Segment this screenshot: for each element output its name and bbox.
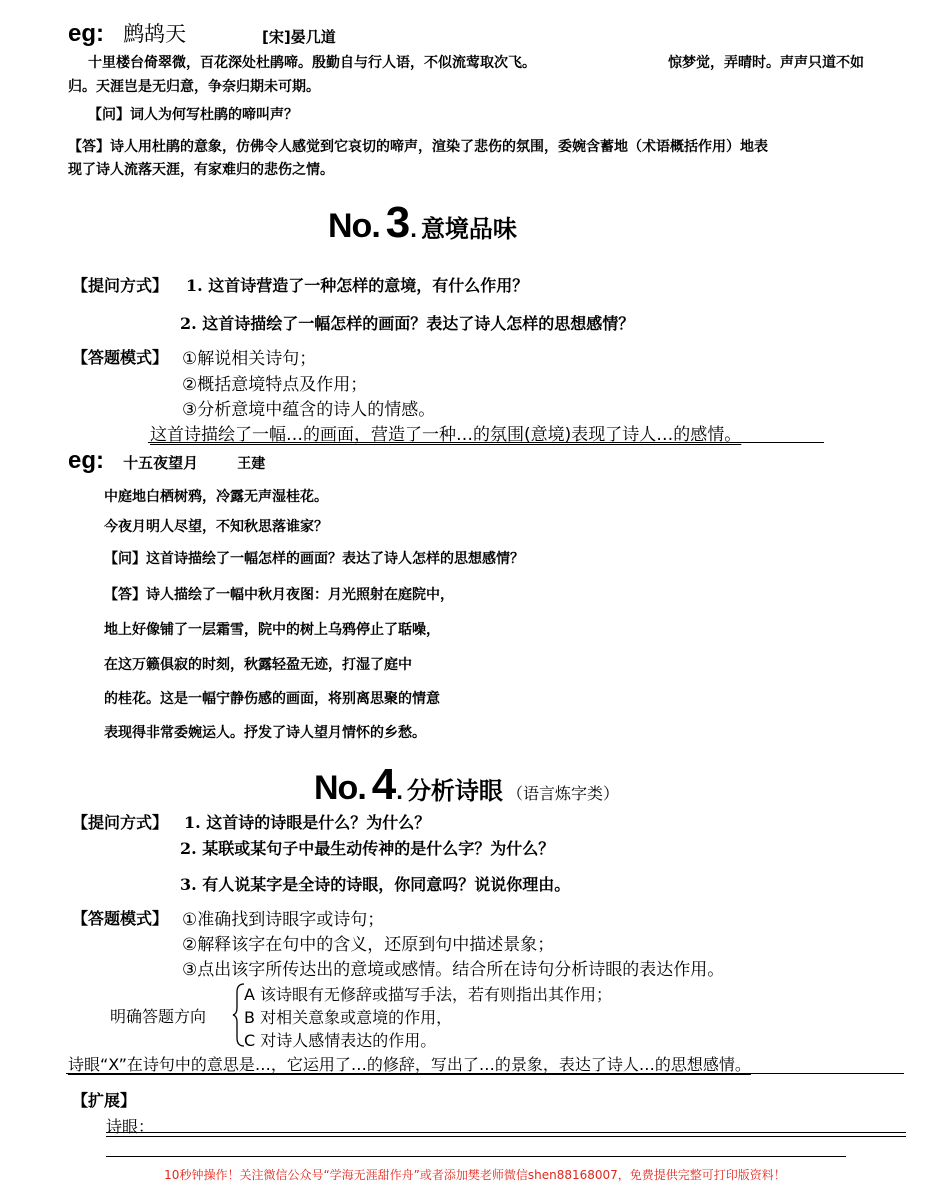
model-item: ①准确找到诗眼字或诗句；: [182, 910, 385, 930]
question: 【问】词人为何写杜鹃的啼叫声？: [88, 107, 298, 123]
poem-line: 今夜月明人尽望，不知秋思落谁家？: [104, 519, 328, 535]
answer-template: 这首诗描绘了一幅…的画面，营造了一种…的氛围(意境)表现了诗人…的感情。: [150, 425, 742, 445]
question: 【问】这首诗描绘了一幅怎样的画面？表达了诗人怎样的思想感情？: [104, 551, 524, 567]
section-no-label: No.: [314, 769, 366, 807]
example2-header: [68, 447, 265, 475]
section-no-number: 3: [385, 198, 411, 247]
divider: [106, 1132, 906, 1133]
answer-line: 现了诗人流落天涯，有家难归的悲伤之情。: [68, 162, 334, 178]
ask-item: 3. 有人说某字是全诗的诗眼，你同意吗？说说你理由。: [180, 875, 571, 894]
poem-line: 十里楼台倚翠微，百花深处杜鹃啼。殷勤自与行人语，不似流莺取次飞。: [88, 55, 536, 71]
poem-line: 归。天涯岂是无归意，争奈归期未可期。: [68, 79, 320, 95]
model-item: ①解说相关诗句；: [182, 349, 317, 369]
ask-item: 1. 这首诗的诗眼是什么？为什么？: [184, 813, 431, 832]
example1-header: [68, 18, 186, 48]
model-item: ③分析意境中蕴含的诗人的情感。: [182, 400, 436, 420]
section3-heading: [328, 198, 517, 248]
section-dot: .: [410, 216, 417, 243]
poem-line: 中庭地白栖树鸦，冷露无声湿桂花。: [104, 489, 328, 505]
ask-label: 【提问方式】: [72, 276, 169, 295]
answer-line: 表现得非常委婉运人。抒发了诗人望月情怀的乡愁。: [104, 725, 426, 741]
ask-item: 2. 这首诗描绘了一幅怎样的画面？表达了诗人怎样的思想感情？: [180, 314, 635, 333]
section4-heading: [314, 760, 619, 810]
model-item: ②解释该字在句中的含义，还原到句中描述景象；: [182, 935, 555, 955]
expand-item: 诗眼：: [106, 1117, 155, 1136]
section-no-label: No.: [328, 207, 380, 245]
model-label: 【答题模式】: [72, 909, 169, 928]
model-item: ③点出该字所传达出的意境或感情。结合所在诗句分析诗眼的表达作用。: [182, 960, 725, 980]
section-title: 分析诗眼: [406, 777, 503, 805]
model-label: 【答题模式】: [72, 348, 169, 367]
section-dot: .: [396, 778, 403, 805]
divider: [106, 1156, 846, 1157]
poem-title: 鹧鸪天: [123, 22, 187, 46]
poem-author: [宋]晏几道: [262, 28, 336, 46]
section-subtitle: （语言炼字类）: [506, 784, 619, 803]
eg-label: eg:: [68, 20, 104, 47]
divider: [66, 1073, 904, 1074]
poem-title: 十五夜望月: [123, 454, 199, 472]
direction-label: 明确答题方向: [110, 1007, 207, 1026]
direction-item: C 对诗人感情表达的作用。: [244, 1031, 437, 1050]
poem-author: 王建: [237, 456, 266, 472]
answer-line: 【答】诗人用杜鹃的意象，仿佛令人感觉到它哀切的啼声，渲染了悲伤的氛围，委婉含蓄地（术语概括作用）地表: [68, 139, 768, 155]
answer-line: 【答】诗人描绘了一幅中秋月夜图：月光照射在庭院中，: [104, 587, 454, 603]
section-title: 意境品味: [420, 215, 517, 243]
poem-line: 惊梦觉，弄晴时。声声只道不如: [668, 55, 864, 71]
direction-item: B 对相关意象或意境的作用，: [244, 1008, 453, 1027]
divider: [148, 442, 824, 443]
answer-line: 在这万籁俱寂的时刻，秋露轻盈无迹，打湿了庭中: [104, 657, 412, 673]
ask-item: 1. 这首诗营造了一种怎样的意境，有什么作用？: [186, 276, 529, 295]
model-item: ②概括意境特点及作用；: [182, 375, 368, 395]
footer-promo: 10秒钟操作！关注微信公众号“学海无涯甜作舟”或者添加樊老师微信shen88168007，免费提供完整可打印版资料！: [164, 1168, 786, 1182]
section-no-number: 4: [371, 760, 397, 809]
expand-label: 【扩展】: [72, 1091, 137, 1110]
answer-template: 诗眼“X”在诗句中的意思是…，它运用了…的修辞，写出了…的景象，表达了诗人…的思想感情。: [68, 1055, 751, 1074]
eg-label: eg:: [68, 447, 104, 474]
ask-label: 【提问方式】: [72, 813, 169, 832]
answer-line: 的桂花。这是一幅宁静伤感的画面，将别离思聚的情意: [104, 691, 440, 707]
divider: [106, 1136, 906, 1137]
answer-line: 地上好像铺了一层霜雪，院中的树上乌鸦停止了聒噪，: [104, 622, 440, 638]
ask-item: 2. 某联或某句子中最生动传神的是什么字？为什么？: [180, 839, 555, 858]
direction-item: A 该诗眼有无修辞或描写手法，若有则指出其作用；: [244, 985, 613, 1004]
